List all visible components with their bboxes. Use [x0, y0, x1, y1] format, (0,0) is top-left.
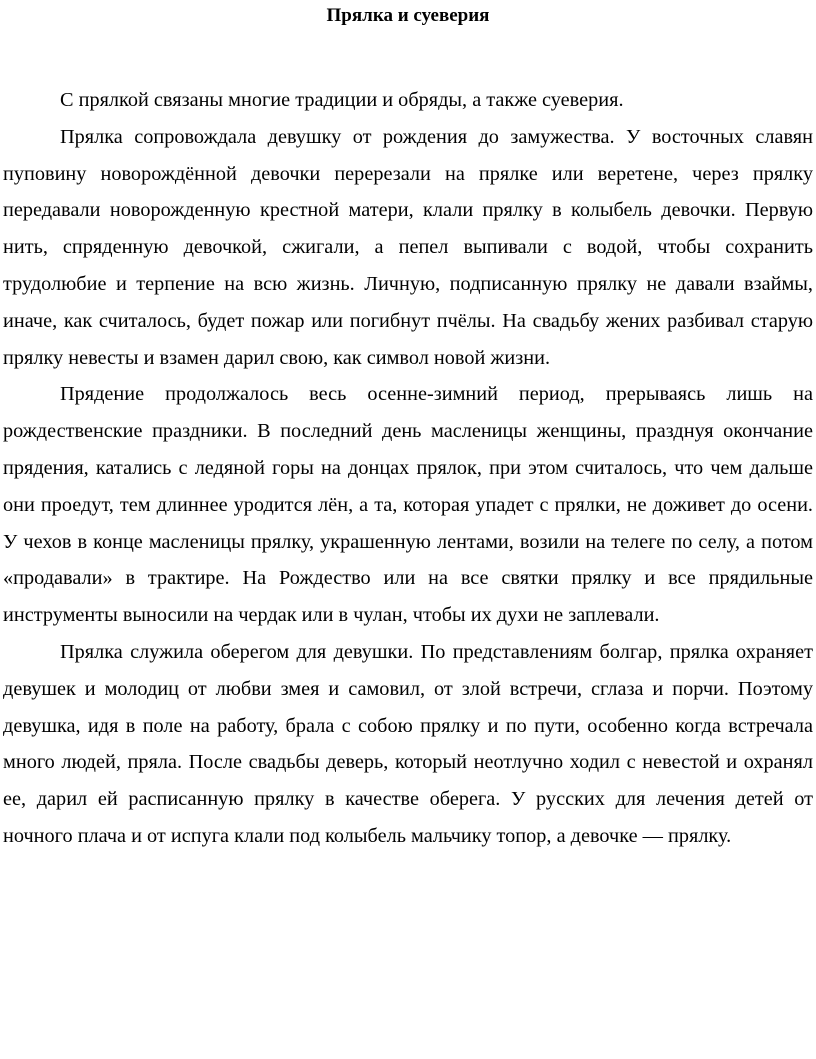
document-title: Прялка и суеверия: [326, 5, 490, 26]
paragraph-amulet: Прялка служила оберегом для девушки. По представлениям болгар, прялка охраняет девушек и молодиц от любви змея и самовил, от злой встречи, сглаза и порчи. Поэтому девушка, идя в поле на работу, брала с собою прялку и по пути, особенно когда встречала много людей, пряла. После свадьбы деверь, который неотлучно ходил с невестой и охранял ее, дарил ей расписанную прялку в качестве оберега. У русских для лечения детей от ночного плача и от испуга клали под колыбель мальчику топор, а девочке — прялку.: [3, 640, 813, 847]
paragraph-intro: С прялкой связаны многие традиции и обряды, а также суеверия.: [60, 89, 624, 111]
paragraph-birth-to-marriage: Прялка сопровождала девушку от рождения до замужества. У восточных славян пуповину новорождённой девочки перерезали на прялке или веретене, через прялку передавали новорожденную крестной матери, клали прялку в колыбель девочки. Первую нить, спряденную девочкой, сжигали, а пепел выпивали с водой, чтобы сохранить трудолюбие и терпение на всю жизнь. Личную, подписанную прялку не давали взаймы, иначе, как считалось, будет пожар или погибнут пчёлы. На свадьбу жених разбивал старую прялку невесты и взамен дарил свою, как символ новой жизни.: [3, 125, 813, 369]
paragraph-spinning-season: Прядение продолжалось весь осенне-зимний период, прерываясь лишь на рождественские праздники. В последний день масленицы женщины, празднуя окончание прядения, катались с ледяной горы на донцах прялок, при этом считалось, что чем дальше они проедут, тем длиннее уродится лён, а та, которая упадет с прялки, не доживет до осени. У чехов в конце масленицы прялку, украшенную лентами, возили на телеге по селу, а потом «продавали» в трактире. На Рождество или на все святки прялку и все прядильные инструменты выносили на чердак или в чулан, чтобы их духи не заплевали.: [3, 383, 813, 627]
document-body: [3, 82, 813, 855]
